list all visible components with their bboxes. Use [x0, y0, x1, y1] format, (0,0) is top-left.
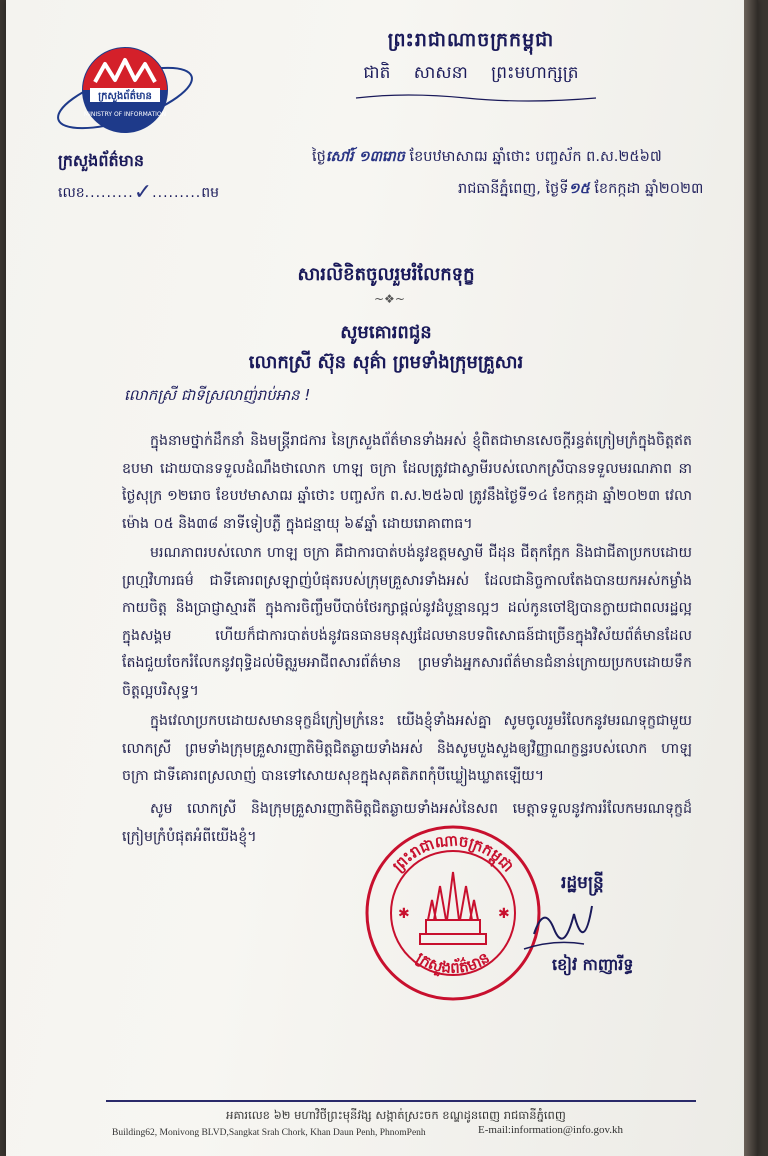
- paragraph-text: ក្នុងវេលាប្រកបដោយសមានទុក្ខដ៏ក្រៀមក្រំនេះ យើងខ្ញុំទាំងអស់គ្នា សូមចូលរួមរំលែកនូវមរណទុក្ខជាមួយ លោកស្រី ព្រមទាំងក្រុមគ្រួសារញាតិមិត្តជិតឆ្ងាយទាំងអស់ និងសូមបួងសួងឲ្យវិញ្ញាណក្ខន្ធរបស់លោក ហាឡ ចក្រា ជាទីគោរពស្រលាញ់ បានទៅសោយសុខក្នុងសុគតិភពកុំបីឃ្លៀងឃ្លាតឡើយ។: [122, 713, 692, 784]
- addressee-intro: សូមគោរពជូន: [340, 322, 432, 343]
- ref-prefix: លេខ: [58, 185, 85, 201]
- lunar-date-prefix: ថ្ងៃ: [312, 149, 326, 165]
- title-ornament: ~❖~: [374, 292, 405, 306]
- solar-date-prefix: រាជធានីភ្នំពេញ, ថ្ងៃទី: [458, 181, 569, 197]
- footer-divider: [106, 1100, 696, 1102]
- footer-email: E-mail:information@info.gov.kh: [478, 1124, 624, 1136]
- salutation: លោកស្រី ជាទីស្រលាញ់រាប់អាន !: [124, 386, 311, 404]
- footer-address-kh: អគារលេខ ៦២ មហាវិថីព្រះមុនីវង្ស សង្កាត់ស្រះចក ខណ្ឌដូនពេញ រាជធានីភ្នំពេញ: [226, 1108, 566, 1122]
- solar-date-rest: ខែកក្កដា ឆ្នាំ២០២៣: [589, 181, 704, 197]
- paragraph-text: សូម លោកស្រី និងក្រុមគ្រួសារញាតិមិត្តជិតឆ្ងាយទាំងអស់នៃសព មេត្តាទទួលនូវការរំលែកមរណទុក្ខដ៏ក្រៀមក្រំបំផុតអំពីយើងខ្ញុំ។: [122, 801, 692, 845]
- reference-number: [58, 178, 219, 204]
- logo-kh-text: ក្រសួងព័ត៌មាន: [98, 91, 152, 102]
- solar-date: [458, 180, 703, 201]
- signatory-title: រដ្ឋមន្ត្រី: [561, 873, 604, 893]
- logo-en-text: MINISTRY OF INFORMATION: [83, 111, 167, 118]
- paragraph-text: មរណភាពរបស់លោក ហាឡ ចក្រា គឺជាការបាត់បង់នូវឧត្តមស្វាមី ជីដុន ជីតុកក្អែក និងជាជីតាប្រកបដោយព្រហ្មវិហារធម៌ ជាទីគោរពស្រឡាញ់បំផុតរបស់ក្រុមគ្រួសារទាំងអស់ ដែលជានិច្ចកាលតែងបានយកអស់កម្លាំងកាយចិត្ត និងប្រាជ្ញាស្មារតី ក្នុងការចិញ្ចឹមបីបាច់ថែរក្សាផ្តល់នូវដំបូន្មានល្អៗ ដល់កូនចៅឱ្យបានក្លាយជាពលរដ្ឋល្អក្នុងសង្គម ហើយក៏ជាការបាត់បង់នូវធនធានមនុស្សដែលមានបទពិសោធន៍ជាច្រើនក្នុងវិស័យព័ត៌មានដែលតែងជួយចែករំលែកនូវពុទ្ធិដល់មិត្តរួមអាជីពសារព័ត៌មាន ព្រមទាំងអ្នកសារព័ត៌មានជំនាន់ក្រោយប្រកបដោយទឹកចិត្តល្អបរិសុទ្ធ។: [122, 545, 692, 699]
- paragraph-text: ក្នុងនាមថ្នាក់ដឹកនាំ និងមន្ត្រីរាជការ នៃក្រសួងព័ត៌មានទាំងអស់ ខ្ញុំពិតជាមានសេចក្តីរន្ធត់ក្រៀមក្រំក្នុងចិត្តឥតឧបមា ដោយបានទទួលដំណឹងថាលោក ហាឡ ចក្រា ដែលត្រូវជាស្វាមីរបស់លោកស្រីបានទទួលមរណភាព នាថ្ងៃសុក្រ ១២រោច ខែបឋមាសាឍ ឆ្នាំថោះ បញ្ចស័ក ព.ស.២៥៦៧ ត្រូវនឹងថ្ងៃទី១៤ ខែកក្កដា ឆ្នាំ២០២៣ វេលាម៉ោង ០៥ និង៣៨ នាទីទៀបភ្លឺ ក្នុងជន្មាយុ ៦៩ឆ្នាំ ដោយរោគាពាធ។: [122, 433, 692, 532]
- motto-ornament: [346, 92, 606, 104]
- recipient-name: លោកស្រី ស៊ុន សុគ៌ា ព្រមទាំងក្រុមគ្រួសារ: [248, 352, 524, 373]
- ministry-logo: [50, 30, 200, 150]
- body-paragraph-1: [122, 428, 692, 542]
- kingdom-heading: ព្រះរាជាណាចក្រកម្ពុជា: [387, 29, 555, 51]
- body-paragraph-3: [122, 708, 692, 796]
- ministry-name: ក្រសួងព័ត៌មាន: [58, 151, 145, 170]
- solar-date-handwritten: ១៥: [568, 181, 590, 197]
- letter-title: សារលិខិតចូលរួមរំលែកទុក្ខ: [297, 264, 475, 285]
- svg-text:ព្រះរាជាណាចក្រកម្ពុជា: ព្រះរាជាណាចក្រកម្ពុជា: [388, 831, 518, 876]
- ref-dots-2: .........: [152, 185, 202, 201]
- footer-address-en: Building62, Monivong BLVD,Sangkat Srah Chork, Khan Daun Penh, PhnomPenh: [112, 1128, 426, 1138]
- svg-text:✱: ✱: [398, 906, 410, 922]
- ref-dots: .........: [84, 185, 134, 201]
- checkmark-icon: ✓: [133, 180, 153, 205]
- svg-text:✱: ✱: [498, 906, 510, 922]
- svg-text:ក្រសួងព័ត៌មាន: ក្រសួងព័ត៌មាន: [413, 948, 493, 978]
- paper-edge-shadow: [744, 0, 758, 1156]
- ref-suffix: ពម: [201, 185, 220, 201]
- national-motto: ជាតិ សាសនា ព្រះមហាក្សត្រ: [363, 63, 579, 83]
- body-paragraph-2: [122, 540, 692, 704]
- lunar-date-handwritten: សៅរ៍ ១៣រោច: [325, 149, 405, 165]
- lunar-date: [312, 148, 662, 169]
- letter-page: [6, 0, 758, 1156]
- lunar-date-rest: ខែបឋមាសាឍ ឆ្នាំថោះ បញ្ចស័ក ព.ស.២៥៦៧: [404, 149, 662, 165]
- signatory-name: ខៀវ កាញារីទ្ធ: [552, 955, 634, 974]
